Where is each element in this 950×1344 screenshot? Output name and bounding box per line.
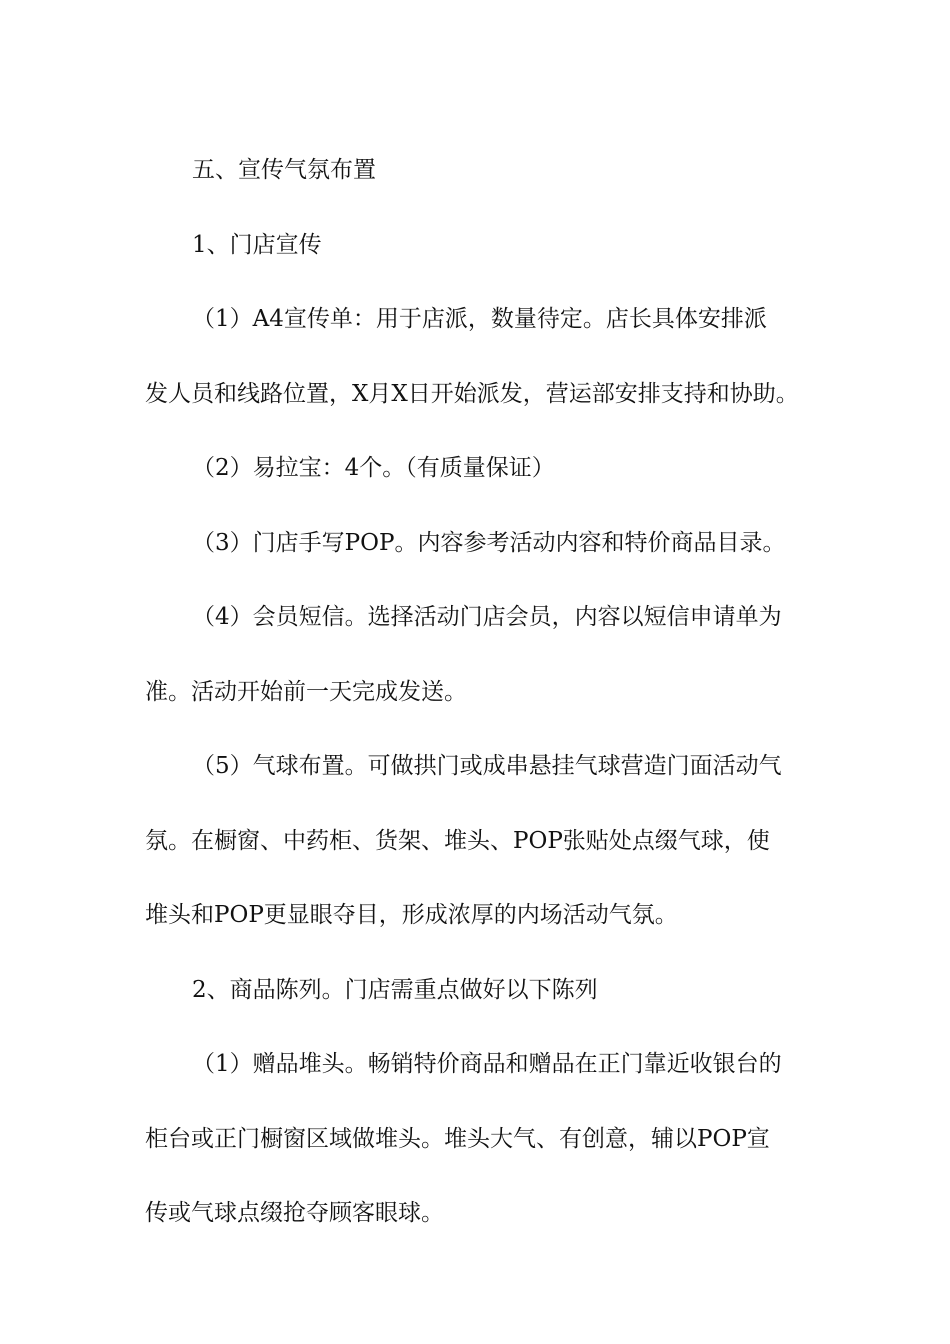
paragraph-line: （2）易拉宝：4个。（有质量保证） (192, 455, 555, 481)
section-heading: 五、宣传气氛布置 (192, 157, 376, 183)
paragraph-line: （5）气球布置。可做拱门或成串悬挂气球营造门面活动气 (192, 753, 782, 779)
paragraph-line: （1）赠品堆头。畅销特价商品和赠品在正门靠近收银台的 (192, 1051, 782, 1077)
document-body (145, 133, 810, 1251)
paragraph-line: 堆头和POP更显眼夺目，形成浓厚的内场活动气氛。 (145, 902, 678, 928)
subsection-heading: 1、门店宣传 (192, 231, 322, 258)
paragraph-line: 准。活动开始前一天完成发送。 (145, 678, 467, 705)
subsection-heading: 2、商品陈列。门店需重点做好以下陈列 (192, 976, 598, 1003)
paragraph-line: （1）A4宣传单：用于店派，数量待定。店长具体安排派 (192, 306, 767, 332)
paragraph-line: （3）门店手写POP。内容参考活动内容和特价商品目录。 (192, 529, 786, 556)
paragraph-line: 柜台或正门橱窗区域做堆头。堆头大气、有创意，辅以POP宣 (145, 1125, 770, 1152)
paragraph-line: 氛。在橱窗、中药柜、货架、堆头、POP张贴处点缀气球，使 (145, 827, 770, 854)
paragraph-line: 传或气球点缀抢夺顾客眼球。 (145, 1200, 444, 1226)
paragraph-line: 发人员和线路位置，X月X日开始派发，营运部安排支持和协助。 (145, 380, 799, 407)
paragraph-line: （4）会员短信。选择活动门店会员，内容以短信申请单为 (192, 604, 782, 630)
